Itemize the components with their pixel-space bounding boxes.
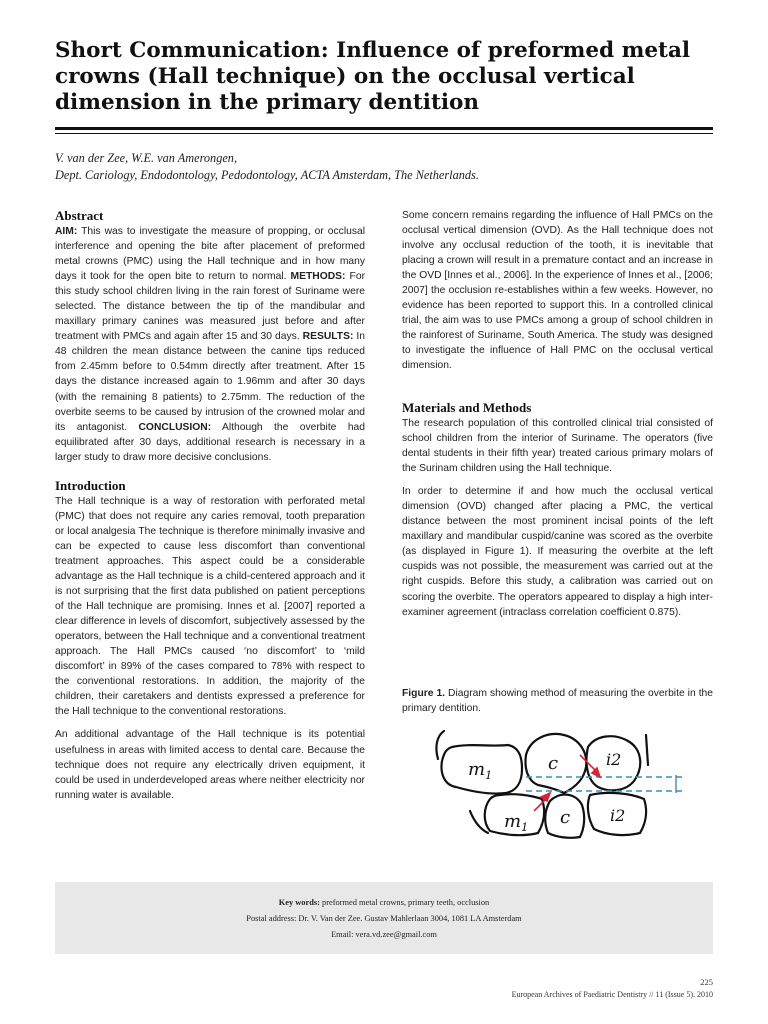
methods-heading: Materials and Methods: [402, 400, 532, 415]
methods-section: [402, 400, 713, 628]
postal-address: Postal address: Dr. V. Van der Zee. Gustav Mahlerlaan 3004, 1081 LA Amsterdam: [246, 914, 522, 923]
figure-label: Figure 1.: [402, 688, 446, 699]
figure-caption: [402, 686, 713, 716]
abstract-text: [55, 224, 365, 465]
title-rule-thin: [55, 133, 713, 134]
label-c-lower: c: [560, 807, 571, 828]
label-m1-lower: $m_1$: [504, 811, 529, 834]
email-address: Email: vera.vd.zee@gmail.com: [331, 930, 437, 939]
methods-text: For this study school children living in the rain forest of Suriname were selected. The distance between the tip of the mandibular and maxillary primary canines was measured just before and after treatment with PMCs and again after 15 and 30 days.: [55, 271, 365, 343]
journal-citation: European Archives of Paediatric Dentistry // 11 (Issue 5). 2010: [511, 990, 713, 999]
page-number: 225: [700, 977, 713, 987]
authors-block: [55, 150, 715, 184]
label-c-upper: c: [548, 753, 559, 774]
figure-caption-text: Diagram showing method of measuring the overbite in the primary dentition.: [402, 688, 714, 715]
right-column: [402, 208, 713, 382]
results-label: RESULTS:: [302, 331, 354, 343]
article-title: Short Communication: Influence of preformed metal crowns (Hall technique) on the occlusal vertical dimension in the primary dentition: [55, 38, 691, 115]
introduction-paragraph-1: The Hall technique is a way of restoration with perforated metal (PMC) that does not require any caries removal, tooth preparation or local analgesia The technique is therefore minimally invasive and can be expected to cause less discomfort than conventional treatment approaches. This aspect could be a considerable advantage as the Hall technique is a child-centered approach and it is not surprising that the first data published on patient perceptions of the Hall technique are promising. Innes et al. [2007] reported a clear difference in levels of discomfort, subjectively assessed by the operators, between the Hall technique and a conventional treatment approach. The Hall PMCs caused ‘no discomfort’ to ‘mild discomfort’ in 89% of the cases compared to 78% with respect to the conventional restorations. In addition, the majority of the children, their caretakers and dentists expressed a preference for the Hall technique to the conventional restorations.: [55, 495, 365, 718]
conclusion-text: Although the overbite had equilibrated after 30 days, additional research is necessary in a larger study to draw more decisive conclusions.: [55, 421, 365, 463]
abstract-heading: Abstract: [55, 208, 104, 223]
aim-text: This was to investigate the measure of propping, or occlusal interference and opening the bite after placement of preformed metal crowns (PMC) using the Hall technique and in how many days it took for the open bite to return to normal.: [55, 226, 365, 283]
introduction-paragraph-2: An additional advantage of the Hall technique is its potential usefulness in areas with limited access to dental care. Because the technique does not require any electrically driven equipment, it could be used in underdeveloped areas where neither electricity nor running water is available.: [55, 729, 365, 801]
introduction-heading: Introduction: [55, 477, 126, 493]
methods-paragraph-2: In order to determine if and how much the occlusal vertical dimension (OVD) changed after placing a PMC, the vertical distance between the most prominent incisal points of the left maxillary and mandibular cuspid/canine was scored as the overbite (as displayed in Figure 1). If measuring the overbite at the left cuspids was not possible, the measurement was carried out at the right cuspids. Before this study, a calibration was carried out on scoring the overbite. The operators appeared to display a high inter-examiner agreement (intraclass correlation coefficient 0.875).: [402, 486, 713, 618]
methods-label: METHODS:: [290, 271, 346, 283]
author-names: V. van der Zee, W.E. van Amerongen,: [55, 151, 238, 165]
label-i2-upper: i2: [606, 750, 622, 769]
keywords-text: preformed metal crowns, primary teeth, occlusion: [319, 898, 490, 907]
title-rule-thick: [55, 127, 713, 130]
keywords-line: [55, 895, 713, 911]
author-affiliation: Dept. Cariology, Endodontology, Pedodontology, ACTA Amsterdam, The Netherlands.: [55, 168, 479, 182]
results-text: In 48 children the mean distance between the canine tips reduced from 2.45mm before to 0.54mm directly after treatment. After 15 days the distance increased again to 1.96mm and after 30 days (with the remaining 8 patients) to 2.75mm. The reduction of the overbite seems to be caused by intrusion of the crowned molar and its antagonist.: [55, 331, 365, 433]
aim-label: AIM:: [55, 226, 78, 237]
footer-box: [55, 882, 713, 954]
right-gum-line: [646, 735, 648, 765]
methods-paragraph-1: The research population of this controlled clinical trial consisted of school children from the interior of Suriname. The operators (five dental students in their fifth year) treated carious primary molars of the Surinam children using the Hall technique.: [402, 418, 713, 475]
overbite-diagram: [430, 725, 695, 841]
conclusion-label: CONCLUSION:: [138, 421, 212, 433]
concern-paragraph: Some concern remains regarding the influence of Hall PMCs on the occlusal vertical dimension (OVD). As the Hall technique does not involve any occlusal reduction of the tooth, it is inevitable that placing a crown will result in a premature contact and an increase in the OVD [Innes et al., 2006]. In the experience of Innes et al., [2006; 2007] the occlusion re-establishes within a few weeks. However, no evidence has been reported to support this. In a controlled clinical trial, the aim was to use PMCs among a group of school children in the rainforest of Suriname, South America. The study was designed to investigate the influence of Hall PMC on the occlusal vertical dimension.: [402, 210, 713, 372]
label-m1-upper: $m_1$: [468, 759, 493, 782]
keywords-label: Key words:: [278, 898, 320, 907]
upper-arrowhead: [592, 768, 600, 777]
left-column: [55, 208, 365, 811]
label-i2-lower: i2: [610, 806, 626, 825]
